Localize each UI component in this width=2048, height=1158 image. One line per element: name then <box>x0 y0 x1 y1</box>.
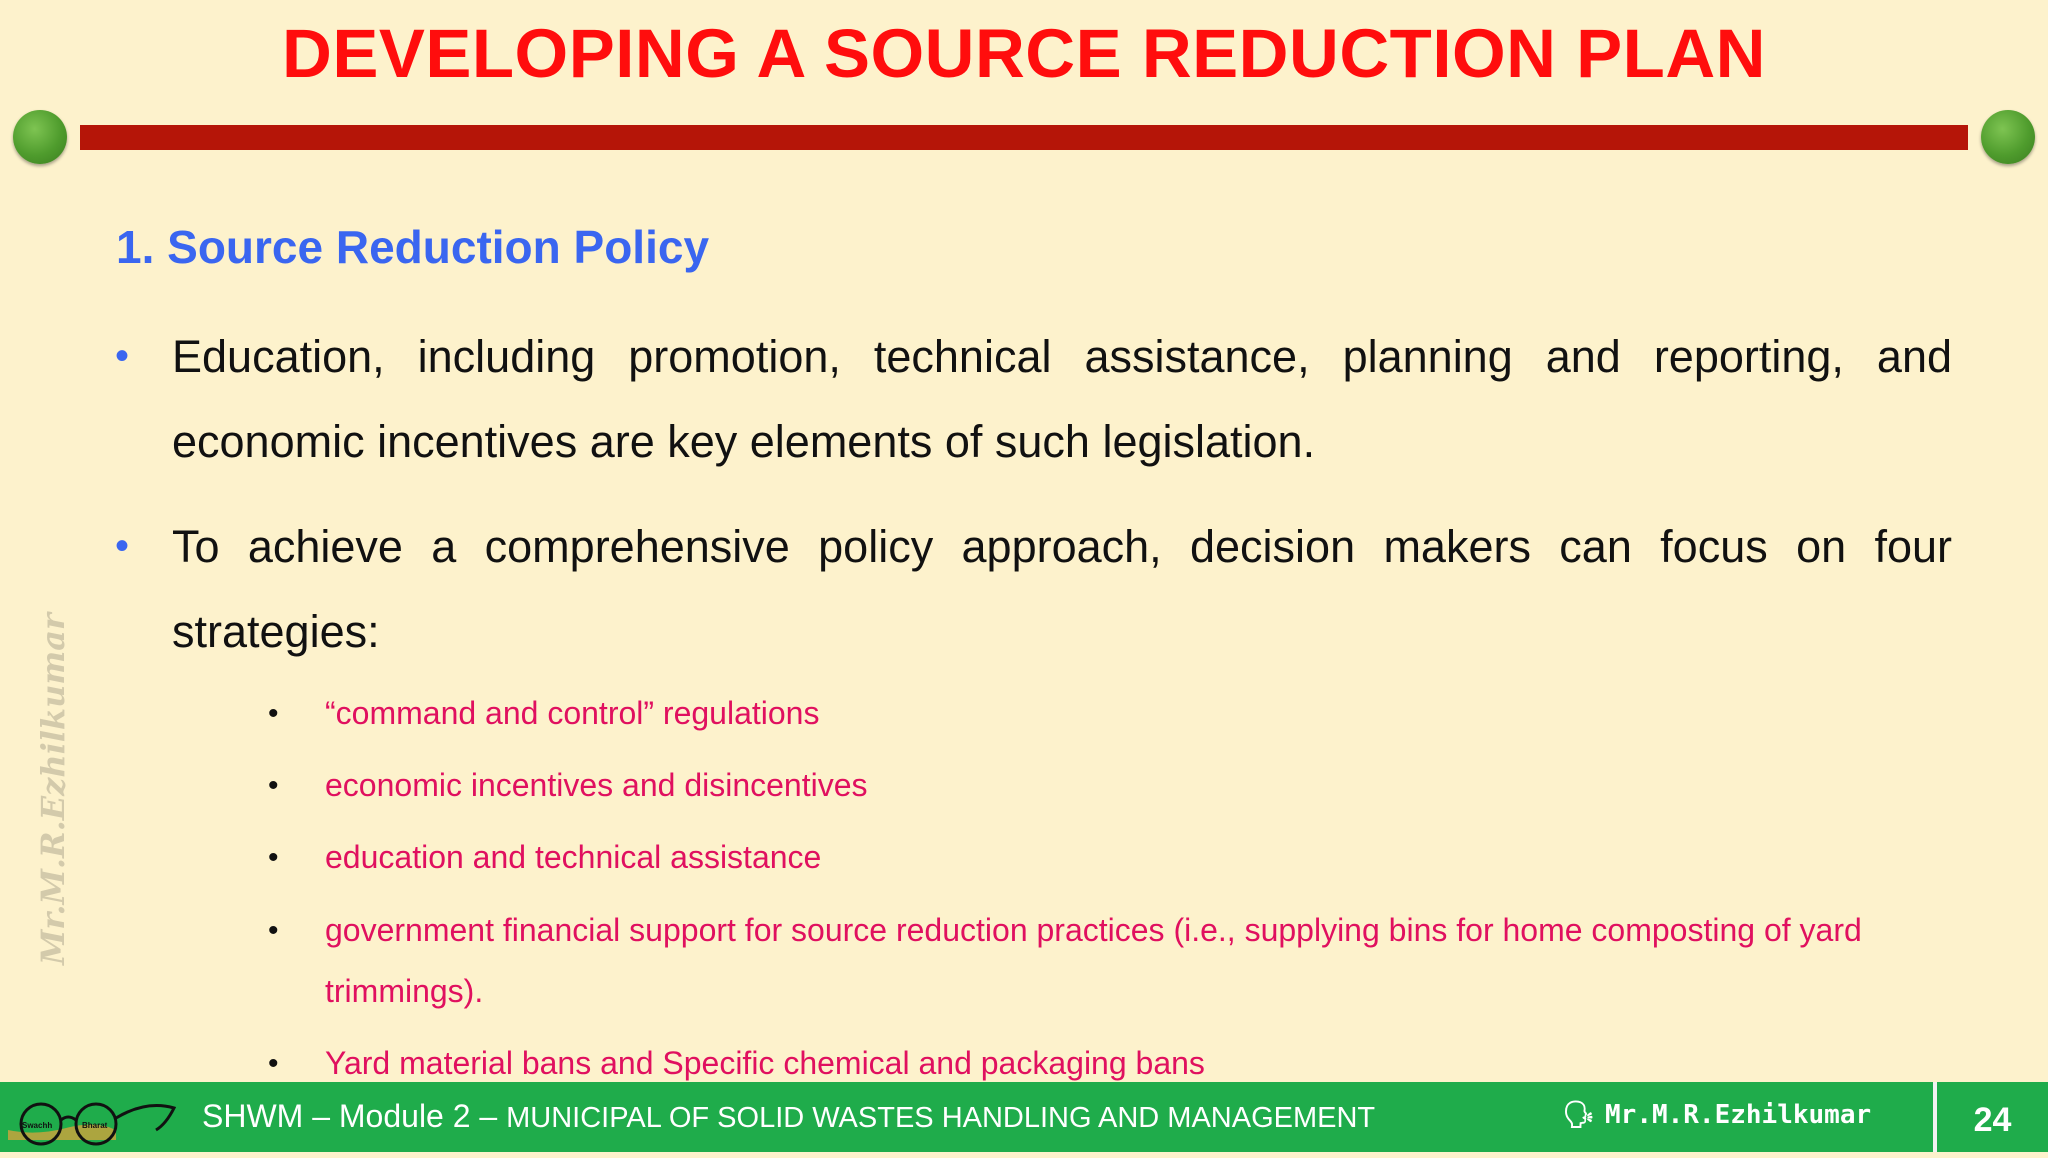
bullet-icon: • <box>115 334 130 378</box>
sub-bullet-icon: • <box>268 1047 279 1080</box>
footer-course: SHWM – Module 2 – <box>202 1098 507 1134</box>
swachh-bharat-logo <box>6 1090 176 1146</box>
footer-course-title <box>202 1098 1375 1135</box>
sub-bullet-text: Yard material bans and Specific chemical and packaging bans <box>325 1045 1205 1081</box>
logo-text-right: Bharat <box>82 1121 108 1130</box>
sub-bullet-icon: • <box>268 914 279 947</box>
speaker-head-icon: 🗣 <box>1562 1100 1596 1130</box>
sub-bullet-text: economic incentives and disincentives <box>325 767 868 803</box>
slide-footer <box>0 1082 2048 1152</box>
bullet-item <box>115 314 1952 484</box>
sub-bullet-item <box>268 755 1925 816</box>
green-dot-left-decoration <box>13 110 67 164</box>
green-dot-right-decoration <box>1981 110 2035 164</box>
title-underline-bar <box>80 125 1968 150</box>
section-heading: 1. Source Reduction Policy <box>116 221 710 273</box>
author-watermark: Mr.M.R.Ezhilkumar <box>34 613 72 965</box>
sub-bullet-item <box>268 683 1925 744</box>
sub-bullet-icon: • <box>268 697 279 730</box>
bullet-item <box>115 504 1952 674</box>
sub-bullet-text: “command and control” regulations <box>325 695 820 731</box>
sub-bullet-item <box>268 900 1925 1022</box>
footer-author-name: Mr.M.R.Ezhilkumar <box>1605 1100 1872 1130</box>
footer-author <box>1562 1100 1871 1130</box>
sub-bullet-text: education and technical assistance <box>325 839 822 875</box>
bullet-text: To achieve a comprehensive policy approach, decision makers can focus on four strategies: <box>172 521 1952 657</box>
sub-bullet-icon: • <box>268 841 279 874</box>
sub-bullet-text: government financial support for source reduction practices (i.e., supplying bins for home composting of yard trimmings). <box>325 912 1862 1009</box>
sub-bullet-item <box>268 827 1925 888</box>
bullet-text: Education, including promotion, technical assistance, planning and reporting, and economic incentives are key elements of such legislation. <box>172 331 1952 467</box>
page-number: 24 <box>1973 1101 2012 1139</box>
bullet-icon: • <box>115 524 130 568</box>
slide-title: DEVELOPING A SOURCE REDUCTION PLAN <box>282 15 1766 92</box>
footer-module-title: MUNICIPAL OF SOLID WASTES HANDLING AND MANAGEMENT <box>506 1102 1376 1134</box>
logo-text-left: Swachh <box>22 1121 53 1130</box>
sub-bullet-icon: • <box>268 769 279 802</box>
